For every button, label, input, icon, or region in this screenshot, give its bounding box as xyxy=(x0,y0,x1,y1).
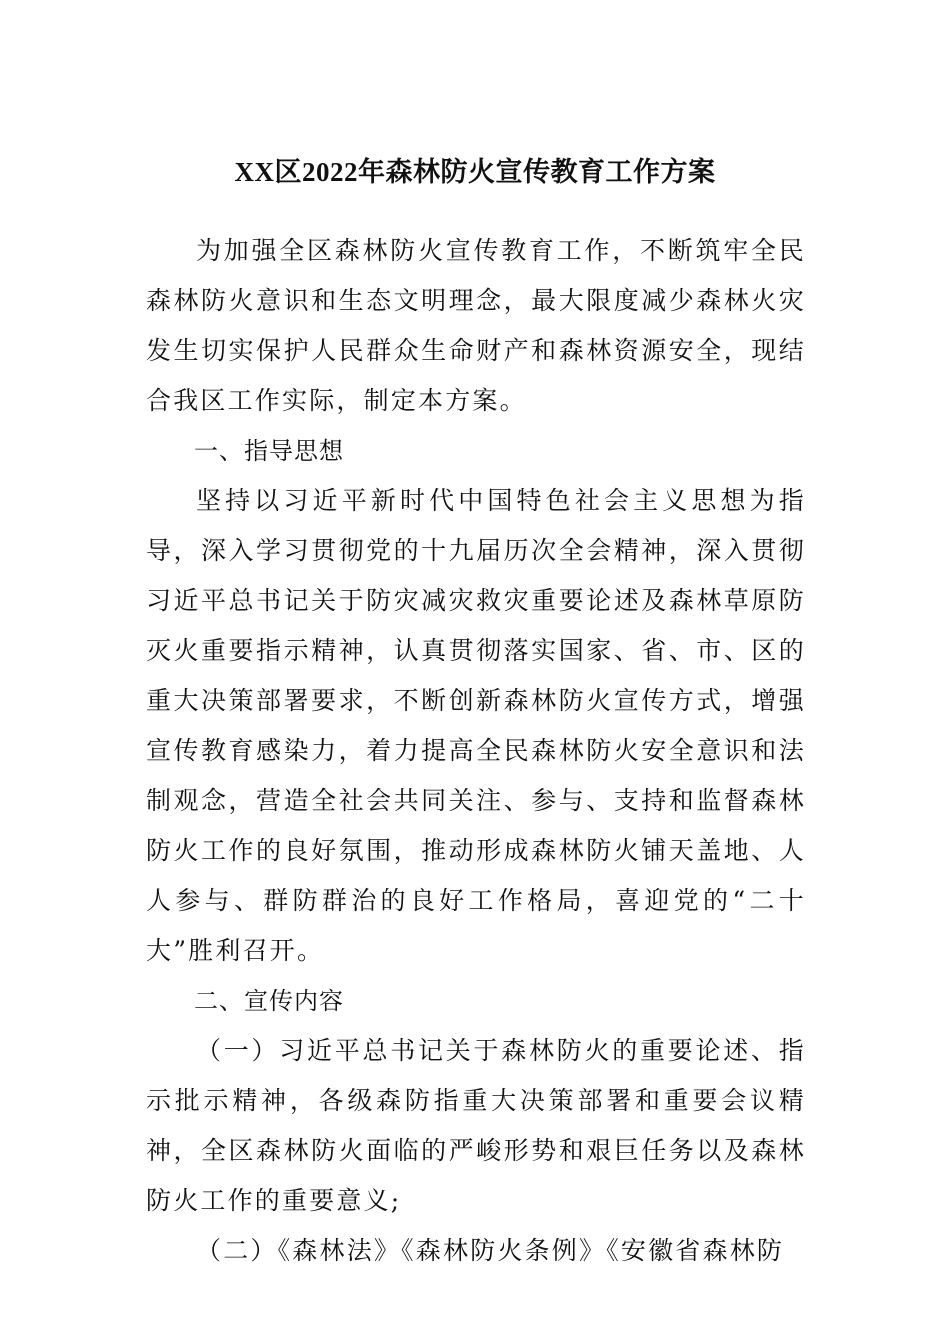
content-item-2: （二）《森林法》《森林防火条例》《安徽省森林防 xyxy=(196,1236,785,1265)
guiding-ideology-paragraph: 坚持以习近平新时代中国特色社会主义思想为指导，深入学习贯彻党的十九届历次全会精神，深入贯彻习近平总书记关于防灾减灾救灾重要论述及森林草原防灭火重要指示精神，认真贯彻落实国家、省、市、区的重大决策部署要求，不断创新森林防火宣传方式，增强宣传教育感染力，着力提高全民森林防火安全意识和法制观念，营造全社会共同关注、参与、支持和监督森林防火工作的良好氛围，推动形成森林防火铺天盖地、人人参与、群防群治的良好工作格局，喜迎党的“二十大”胜利召开。 xyxy=(146,486,806,965)
content-item-1: （一）习近平总书记关于森林防火的重要论述、指示批示精神，各级森防指重大决策部署和重要会议精神，全区森林防火面临的严峻形势和艰巨任务以及森林防火工作的重要意义; xyxy=(146,1036,806,1215)
document-body xyxy=(146,226,806,1276)
document-title: XX区2022年森林防火宣传教育工作方案 xyxy=(234,157,716,187)
section-heading-guiding-ideology: 一、指导思想 xyxy=(194,437,344,465)
intro-paragraph: 为加强全区森林防火宣传教育工作，不断筑牢全民森林防火意识和生态文明理念，最大限度减少森林火灾发生切实保护人民群众生命财产和森林资源安全，现结合我区工作实际，制定本方案。 xyxy=(146,236,806,415)
section-heading-publicity-content: 二、宣传内容 xyxy=(194,987,344,1015)
